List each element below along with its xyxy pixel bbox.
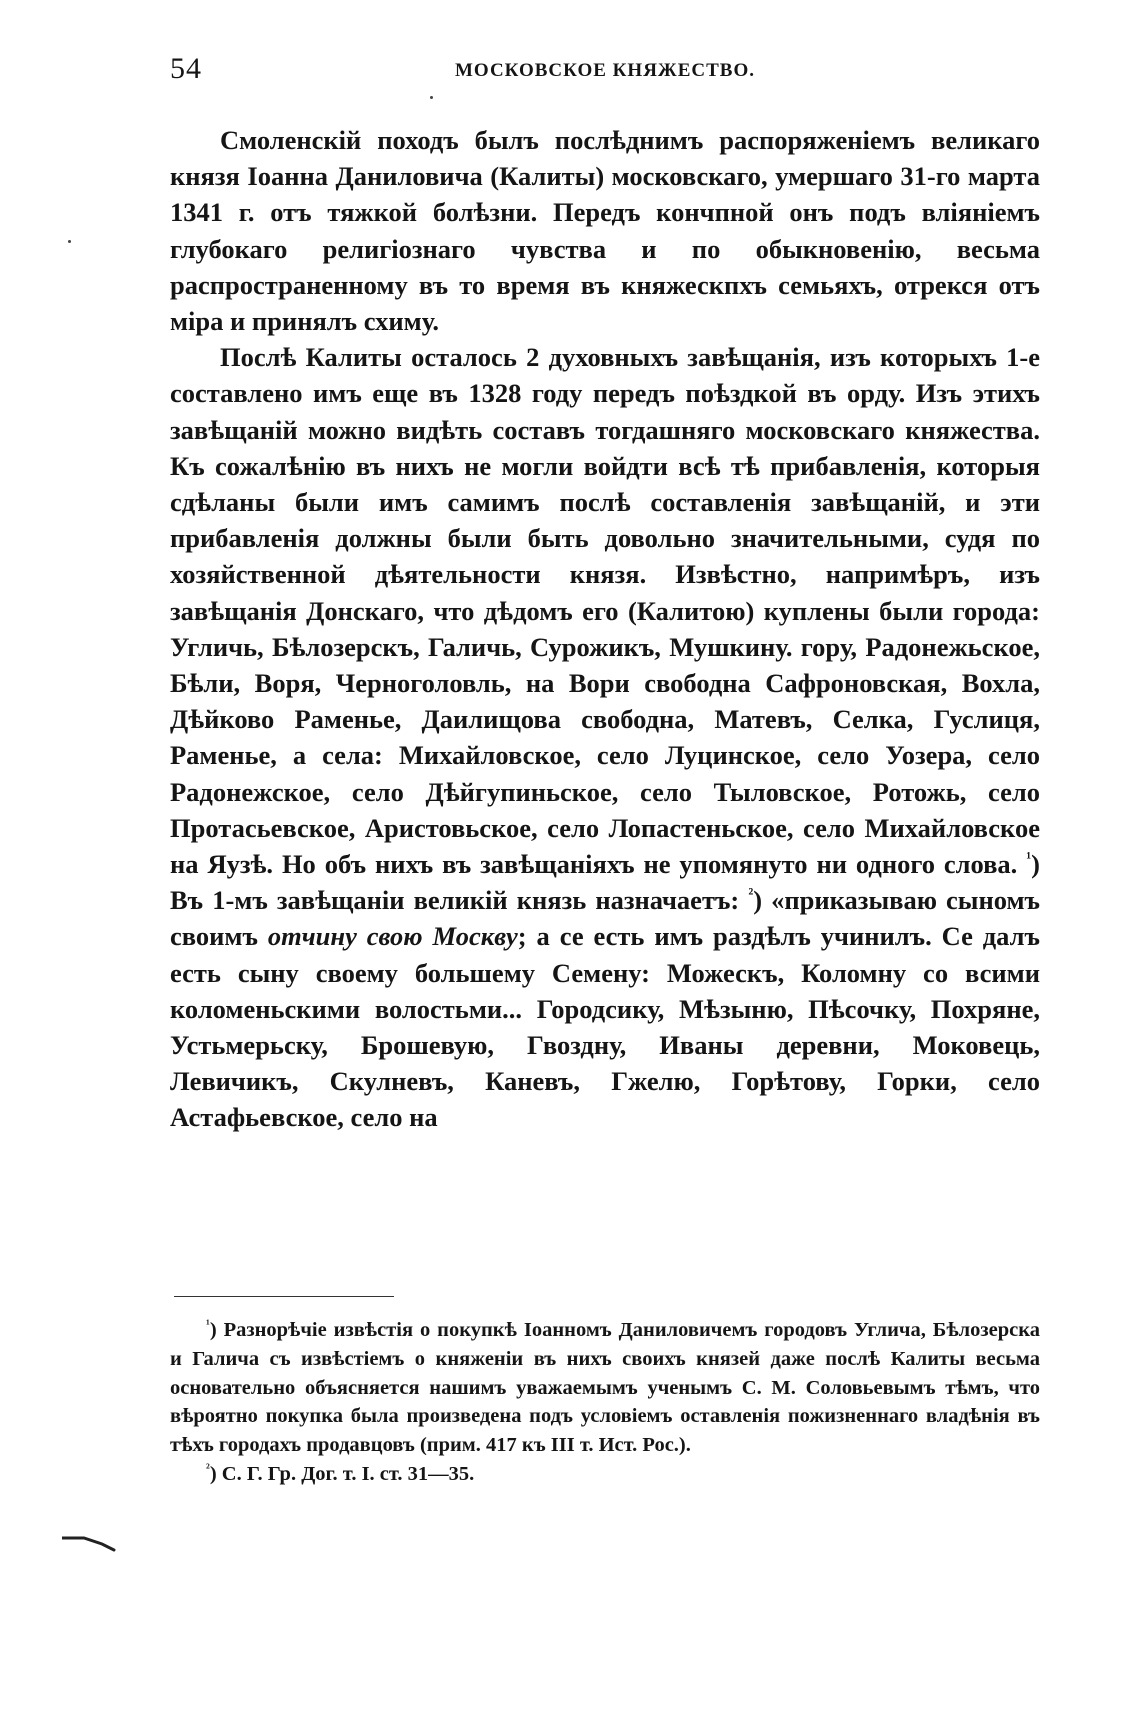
footnote-divider	[174, 1296, 394, 1297]
footnote-2-marker: ²	[206, 1461, 210, 1476]
paragraph-2-text-a: Послѣ Калиты осталось 2 духовныхъ завѣщанія, изъ которыхъ 1-е составлено имъ еще въ 1328 году передъ поѣздкой въ орду. Изъ этихъ завѣщаній можно видѣть составъ тогдашняго московскаго княжества. Къ сожалѣнію въ нихъ не могли войдти всѣ тѣ прибавленія, которыя сдѣланы были имъ самимъ послѣ составленія завѣщаній, и эти прибавленія должны были быть довольно значительными, судя по хозяйственной дѣятельности князя. Извѣстно, напримѣръ, изъ завѣщанія Донскаго, что дѣдомъ его (Калитою) куплены были города: Угличь, Бѣлозерскъ, Галичь, Сурожикъ, Мушкину. гору, Радонежьское, Бѣли, Воря, Черноголовль, на Вори свободна Сафроновская, Вохла, Дѣйково Раменье, Даилищова свободна, Матевъ, Селка, Гуслиця, Раменье, а села: Михайловское, село Луцинское, село Уозера, село Радонежское, село Дѣйгупиньское, село Тыловское, Ротожь, село Протасьевское, Аристовьское, село Лопастеньское, село Михайловское на Яузѣ. Но объ нихъ въ завѣщаніяхъ не упомянуто ни одного слова.	[170, 342, 1040, 880]
footnote-1-marker: ¹	[206, 1317, 210, 1332]
paragraph-2-text-c: ) «приказываю сыномъ своимъ	[170, 885, 1040, 952]
paragraph-2-text-d: ; а се есть имъ раздѣлъ учинилъ. Се далъ есть сыну своему большему Семену: Можескъ, Коломну со всими коломеньскими волостьми... Городсику, Мѣзыню, Пѣсочку, Похряне, Устьмерьску, Брошевую, Гвоздну, Иваны деревни, Моковець, Левичикъ, Скулневъ, Каневъ, Гжелю, Горѣтову, Горки, село Астафьевское, село на	[170, 921, 1040, 1133]
main-text	[170, 122, 1040, 1136]
stray-dot-2	[430, 96, 433, 99]
footnote-1-text: ) Разнорѣчіе извѣстія о покупкѣ Іоанномъ Даниловичемъ городовъ Углича, Бѣлозерска и Галича съ извѣстіемъ о княженіи въ нихъ своихъ князей даже послѣ Калиты весьма основательно объясняется нашимъ уважаемымъ ученымъ С. М. Соловьевымъ тѣмъ, что вѣроятно покупка была произведена подъ условіемъ оставленія пожизненнаго владѣнія въ тѣхъ городахъ продавцовъ (прим. 417 къ III т. Ист. Рос.).	[170, 1319, 1040, 1457]
footnote-ref-2: ²	[748, 884, 754, 904]
paragraph-1-text: Смоленскій походъ былъ послѣднимъ распоряженіемъ великаго князя Іоанна Даниловича (Калиты) московскаго, умершаго 31-го марта 1341 г. отъ тяжкой болѣзни. Передъ кончпной онъ подъ вліяніемъ глубокаго религіознаго чувства и по обыкновенію, весьма распространенному въ то время въ княжескпхъ семьяхъ, отрекся отъ міра и принялъ схиму.	[170, 125, 1040, 337]
paragraph-1	[170, 122, 1040, 339]
footnote-1	[170, 1316, 1040, 1460]
footnotes	[170, 1316, 1040, 1489]
stray-dot-1	[68, 240, 71, 243]
page-number: 54	[170, 52, 202, 85]
paragraph-2-text-b: ) Въ 1-мъ завѣщаніи великій князь назначаетъ:	[170, 849, 1040, 916]
running-title: МОСКОВСКОЕ КНЯЖЕСТВО.	[455, 60, 755, 81]
footnote-ref-1: ¹	[1026, 848, 1032, 868]
footnote-2	[170, 1460, 1040, 1489]
paragraph-2	[170, 339, 1040, 1135]
page-header	[170, 52, 1040, 92]
italic-quote: отчину свою Москву	[267, 921, 518, 952]
stray-ink-mark	[62, 1534, 122, 1554]
footnote-2-text: ) С. Г. Гр. Дог. т. I. ст. 31—35.	[209, 1462, 475, 1485]
